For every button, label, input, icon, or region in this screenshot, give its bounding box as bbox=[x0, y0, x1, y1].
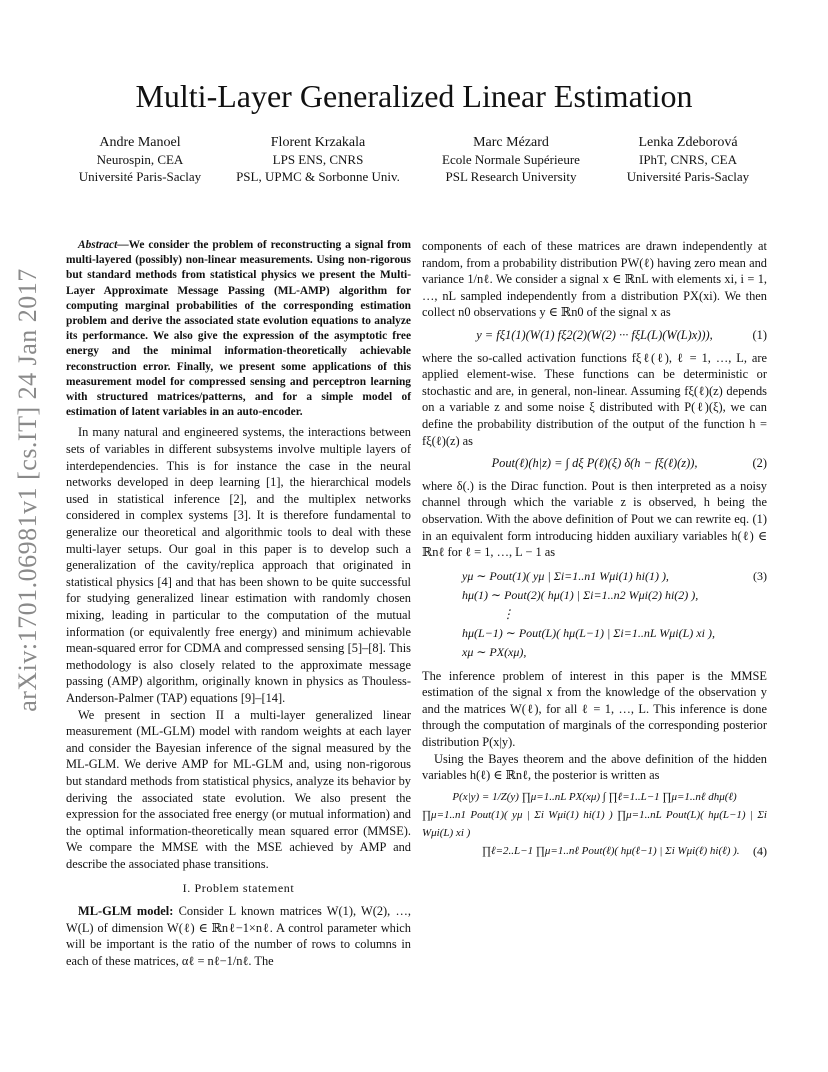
equation-4-line: P(x|y) = 1/Z(y) ∏μ=1..nL PX(xμ) ∫ ∏ℓ=1..L−1 ∏μ=1..nℓ dhμ(ℓ) bbox=[452, 790, 737, 803]
abstract-text: —We consider the problem of reconstructing a signal from multi-layered (possibly) non-linear measurements. Using non-rigorous but standard methods from statistical physics we present the Multi-Layer Approximate Message Passing (ML-AMP) algorithm for computing marginal probabilities of the corresponding estimation problem and derive the associated state evolution equations to analyze its performance. We also give the expression of the asymptotic free energy and the minimal information-theoretically achievable reconstruction error. Finally, we present some applications of this measurement model for compressed sensing and perceptron learning with structured matrices/patterns, and for a simple model of estimation of latent variables in an auto-encoder. bbox=[66, 239, 411, 419]
equation-3-line: yμ ∼ Pout(1)( yμ | Σi=1..n1 Wμi(1) hi(1) ), bbox=[462, 568, 669, 583]
equation-2 bbox=[422, 455, 767, 472]
equation-4 bbox=[422, 788, 767, 860]
author-affiliation: Neurospin, CEA bbox=[96, 152, 184, 167]
model-label: ML-GLM model: bbox=[78, 904, 174, 919]
author-1 bbox=[60, 134, 220, 185]
intro-paragraph-2: We present in section II a multi-layer generalized linear measurement (ML-GLM) model with random weights at each layer and consider the Bayesian inference of the signal measured by the ML-GLM. We derive AMP for ML-GLM and, using non-rigorous but standard methods from statistical physics, analyze its behavior by deriving the associated state evolution. We also present the expression for the associated free energy (or mutual information) and the optimal information-theoretically mean squared error (MMSE). We compare the MMSE with the MSE achieved by AMP and describe the associated phase transitions. bbox=[66, 707, 411, 871]
author-affiliation: IPhT, CNRS, CEA bbox=[639, 152, 737, 167]
author-block bbox=[60, 134, 770, 185]
author-name: Andre Manoel bbox=[99, 135, 181, 150]
equation-1 bbox=[422, 327, 767, 344]
author-2 bbox=[220, 134, 416, 185]
equation-1-body: y = fξ1(1)(W(1) fξ2(2)(W(2) ··· fξL(L)(W(L)x))), bbox=[476, 327, 713, 342]
author-affiliation: Université Paris-Saclay bbox=[626, 169, 750, 184]
author-affiliation: Université Paris-Saclay bbox=[78, 169, 202, 184]
equation-4-line: ∏ℓ=2..L−1 ∏μ=1..nℓ Pout(ℓ)( hμ(ℓ−1) | Σi Wμi(ℓ) hi(ℓ) ). bbox=[482, 844, 740, 857]
equation-3-number: (3) bbox=[753, 568, 767, 583]
paragraph-components: components of each of these matrices are drawn independently at random, from a probability distribution PW(ℓ) having zero mean and variance 1/nℓ. We consider a signal x ∈ ℝnL with elements xi, i = 1, …, nL sampled independently from a distribution PX(xi). We then collect n0 observations y ∈ ℝn0 of the signal x as bbox=[422, 239, 767, 320]
right-column bbox=[422, 238, 767, 864]
equation-3 bbox=[422, 567, 767, 662]
abstract-label: Abstract bbox=[78, 239, 118, 251]
abstract bbox=[66, 238, 411, 420]
equation-3-line: xμ ∼ PX(xμ), bbox=[462, 644, 527, 659]
equation-2-number: (2) bbox=[752, 456, 767, 471]
paragraph-inference: The inference problem of interest in this paper is the MMSE estimation of the signal x from the knowledge of the observation y and the matrices W(ℓ), for all ℓ = 1, …, L. This inference is done through the computation of marginals of the corresponding posterior distribution P(x|y). bbox=[422, 668, 767, 750]
author-name: Marc Mézard bbox=[473, 135, 549, 150]
author-3 bbox=[416, 134, 606, 185]
equation-2-body: Pout(ℓ)(h|z) = ∫ dξ P(ℓ)(ξ) δ(h − fξ(ℓ)(z)), bbox=[491, 456, 698, 471]
equation-1-number: (1) bbox=[752, 327, 767, 342]
model-text: Consider L known matrices W(1), W(2), …, W(L) of dimension W(ℓ) ∈ ℝnℓ−1×nℓ. A control parameter which will be important is the ratio of the number of rows to columns in each of these matrices, αℓ = nℓ−1/nℓ. The bbox=[66, 904, 411, 968]
equation-3-line: ⋮ bbox=[502, 606, 514, 621]
model-paragraph bbox=[66, 903, 411, 969]
paper-title: Multi-Layer Generalized Linear Estimation bbox=[135, 78, 693, 114]
paragraph-bayes: Using the Bayes theorem and the above definition of the hidden variables h(ℓ) ∈ ℝnℓ, the posterior is written as bbox=[422, 751, 767, 783]
section-heading: I. Problem statement bbox=[182, 881, 295, 896]
paragraph-activation: where the so-called activation functions fξℓ(ℓ), ℓ = 1, …, L, are applied element-wise. These functions can be deterministic or stochastic and are, in general, non-linear. Assuming fξ(ℓ)(z) depends on a variable z and some noise ξ distributed with P(ℓ)(ξ), we can define the probability distribution of the output of the function h = fξ(ℓ)(z) as bbox=[422, 350, 767, 448]
arxiv-stamp: arXiv:1701.06981v1 [cs.IT] 24 Jan 2017 bbox=[13, 268, 42, 712]
left-column bbox=[66, 238, 411, 969]
equation-3-line: hμ(L−1) ∼ Pout(L)( hμ(L−1) | Σi=1..nL Wμi(L) xi ), bbox=[462, 625, 715, 640]
intro-paragraph-1: In many natural and engineered systems, the interactions between sets of variables in different subsystems involve multiple layers of interdependencies. This is for instance the case in the neural networks developed in deep learning [1], the hierarchical models used in statistical inference [2], and the multiplex networks considered in complex systems [3]. It is therefore fundamental to generalize our theoretical and algorithmic tools to deal with these multi-layer setups. Our goal in this paper is to develop such a generalization of the cavity/replica approach that originated in statistical physics [4] and that has been shown to be quite successful for studying generalized linear estimation with randomly chosen mixing, leading in particular to the computation of the mutual information (or equivalently free energy) and minimum achievable mean-squared error for CDMA and compressed sensing [5]–[8]. This methodology is also closely related to the approximate message passing (AMP) algorithm, originally known in physics as Thouless-Anderson-Palmer (TAP) equations [9]–[14]. bbox=[66, 425, 411, 705]
equation-4-number: (4) bbox=[753, 843, 767, 858]
author-name: Florent Krzakala bbox=[270, 135, 366, 150]
author-affiliation: PSL, UPMC & Sorbonne Univ. bbox=[236, 169, 400, 184]
author-affiliation: Ecole Normale Supérieure bbox=[442, 152, 580, 167]
author-4 bbox=[606, 134, 770, 185]
author-affiliation: LPS ENS, CNRS bbox=[272, 152, 364, 167]
paragraph-dirac: where δ(.) is the Dirac function. Pout is then interpreted as a noisy channel through which the variable z is observed, h being the observation. With the above definition of Pout we can rewrite eq. (1) in an equivalent form introducing hidden auxiliary variables h(ℓ) ∈ ℝnℓ for ℓ = 1, …, L − 1 as bbox=[422, 478, 767, 560]
author-name: Lenka Zdeborová bbox=[638, 135, 738, 150]
author-affiliation: PSL Research University bbox=[445, 169, 577, 184]
equation-4-line: ∏μ=1..n1 Pout(1)( yμ | Σi Wμi(1) hi(1) ) ∏μ=1..nL Pout(L)( hμ(L−1) | Σi Wμi(L) xi ) bbox=[422, 808, 767, 839]
equation-3-line: hμ(1) ∼ Pout(2)( hμ(1) | Σi=1..n2 Wμi(2) hi(2) ), bbox=[462, 587, 699, 602]
